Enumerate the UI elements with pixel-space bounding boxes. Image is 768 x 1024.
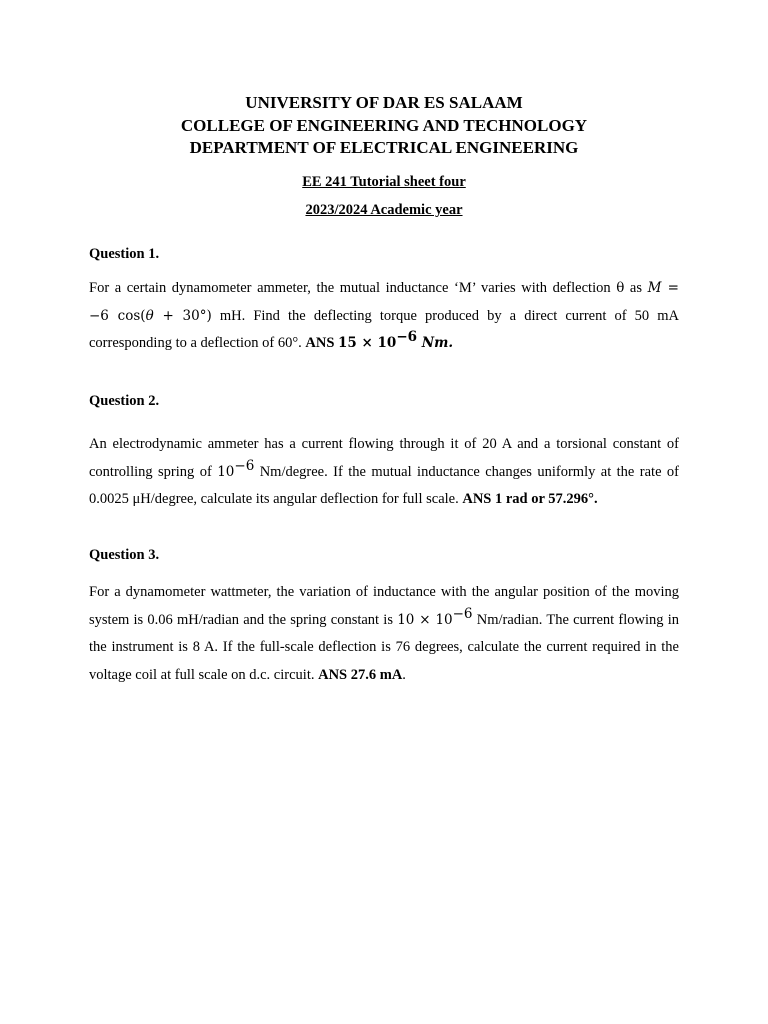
university-name: UNIVERSITY OF DAR ES SALAAM [245, 93, 523, 112]
q1-text: as [624, 280, 648, 296]
q1-theta: θ [145, 307, 154, 324]
q1-equals: = [661, 280, 679, 296]
question-2-line-1: An electrodynamic ammeter has a current flowing through it of 20 A and a torsional constant of [89, 436, 679, 452]
q3-text: . [402, 666, 406, 683]
q1-text: mH. Find the deflecting torque produced by a direct current of 50 mA [211, 307, 680, 324]
academic-year: 2023/2024 Academic year [305, 202, 463, 218]
department-name: DEPARTMENT OF ELECTRICAL ENGINEERING [189, 138, 579, 157]
q1-formula: + 30°) [153, 307, 212, 324]
answer-unit: Nm. [417, 335, 454, 351]
answer-exponent: −6 [396, 329, 418, 346]
answer-label: ANS [305, 335, 339, 351]
question-1-answer [305, 329, 454, 351]
question-1-line-1 [89, 275, 679, 303]
q3-formula: 10 × 10 [397, 611, 453, 628]
q3-text: voltage coil at full scale on d.c. circuit. [89, 666, 319, 683]
question-3-line-1: For a dynamometer wattmeter, the variation of inductance with the angular position of the moving [89, 584, 679, 600]
q3-text: system is 0.06 mH/radian and the spring constant is [89, 611, 398, 628]
question-3-body [89, 579, 679, 689]
question-3-answer: ANS 27.6 mA [318, 666, 403, 683]
question-2-line-3 [89, 486, 679, 514]
question-3-line-3: the instrument is 8 A. If the full-scale deflection is 76 degrees, calculate the current required in the [89, 639, 679, 655]
q2-exponent: −6 [234, 457, 255, 474]
question-3-line-2 [89, 607, 679, 635]
question-2-line-2 [89, 459, 679, 487]
college-name: COLLEGE OF ENGINEERING AND TECHNOLOGY [180, 115, 588, 135]
question-3-title: Question 3. [89, 547, 160, 563]
q3-exponent: −6 [452, 605, 473, 622]
question-2-body [89, 431, 679, 514]
document-header [0, 92, 768, 160]
q1-formula: −6 cos( [89, 307, 146, 324]
q2-text: Nm/degree. If the mutual inductance changes uniformly at the rate of [254, 463, 679, 480]
q1-text: For a certain dynamometer ammeter, the mutual inductance ‘M’ varies with deflection [89, 280, 617, 296]
q3-text: Nm/radian. The current flowing in [472, 611, 679, 628]
question-1-body [89, 275, 679, 358]
question-2-answer: ANS 1 rad or 57.296°. [462, 491, 598, 507]
q1-theta: θ [616, 280, 625, 296]
question-1-line-3 [89, 330, 679, 358]
question-3-line-4 [89, 662, 679, 690]
question-2-title: Question 2. [89, 393, 160, 409]
question-1-title: Question 1. [89, 246, 160, 262]
q2-text: 0.0025 μH/degree, calculate its angular deflection for full scale. [89, 491, 463, 507]
answer-value: 15 × 10 [338, 335, 397, 351]
question-1-line-2 [89, 303, 679, 331]
q1-text: corresponding to a deflection of 60°. [89, 335, 306, 351]
q2-formula: 10 [217, 463, 235, 480]
q1-symbol-m: M [647, 280, 662, 296]
q2-text: controlling spring of [89, 463, 218, 480]
tutorial-title: EE 241 Tutorial sheet four [302, 174, 466, 190]
